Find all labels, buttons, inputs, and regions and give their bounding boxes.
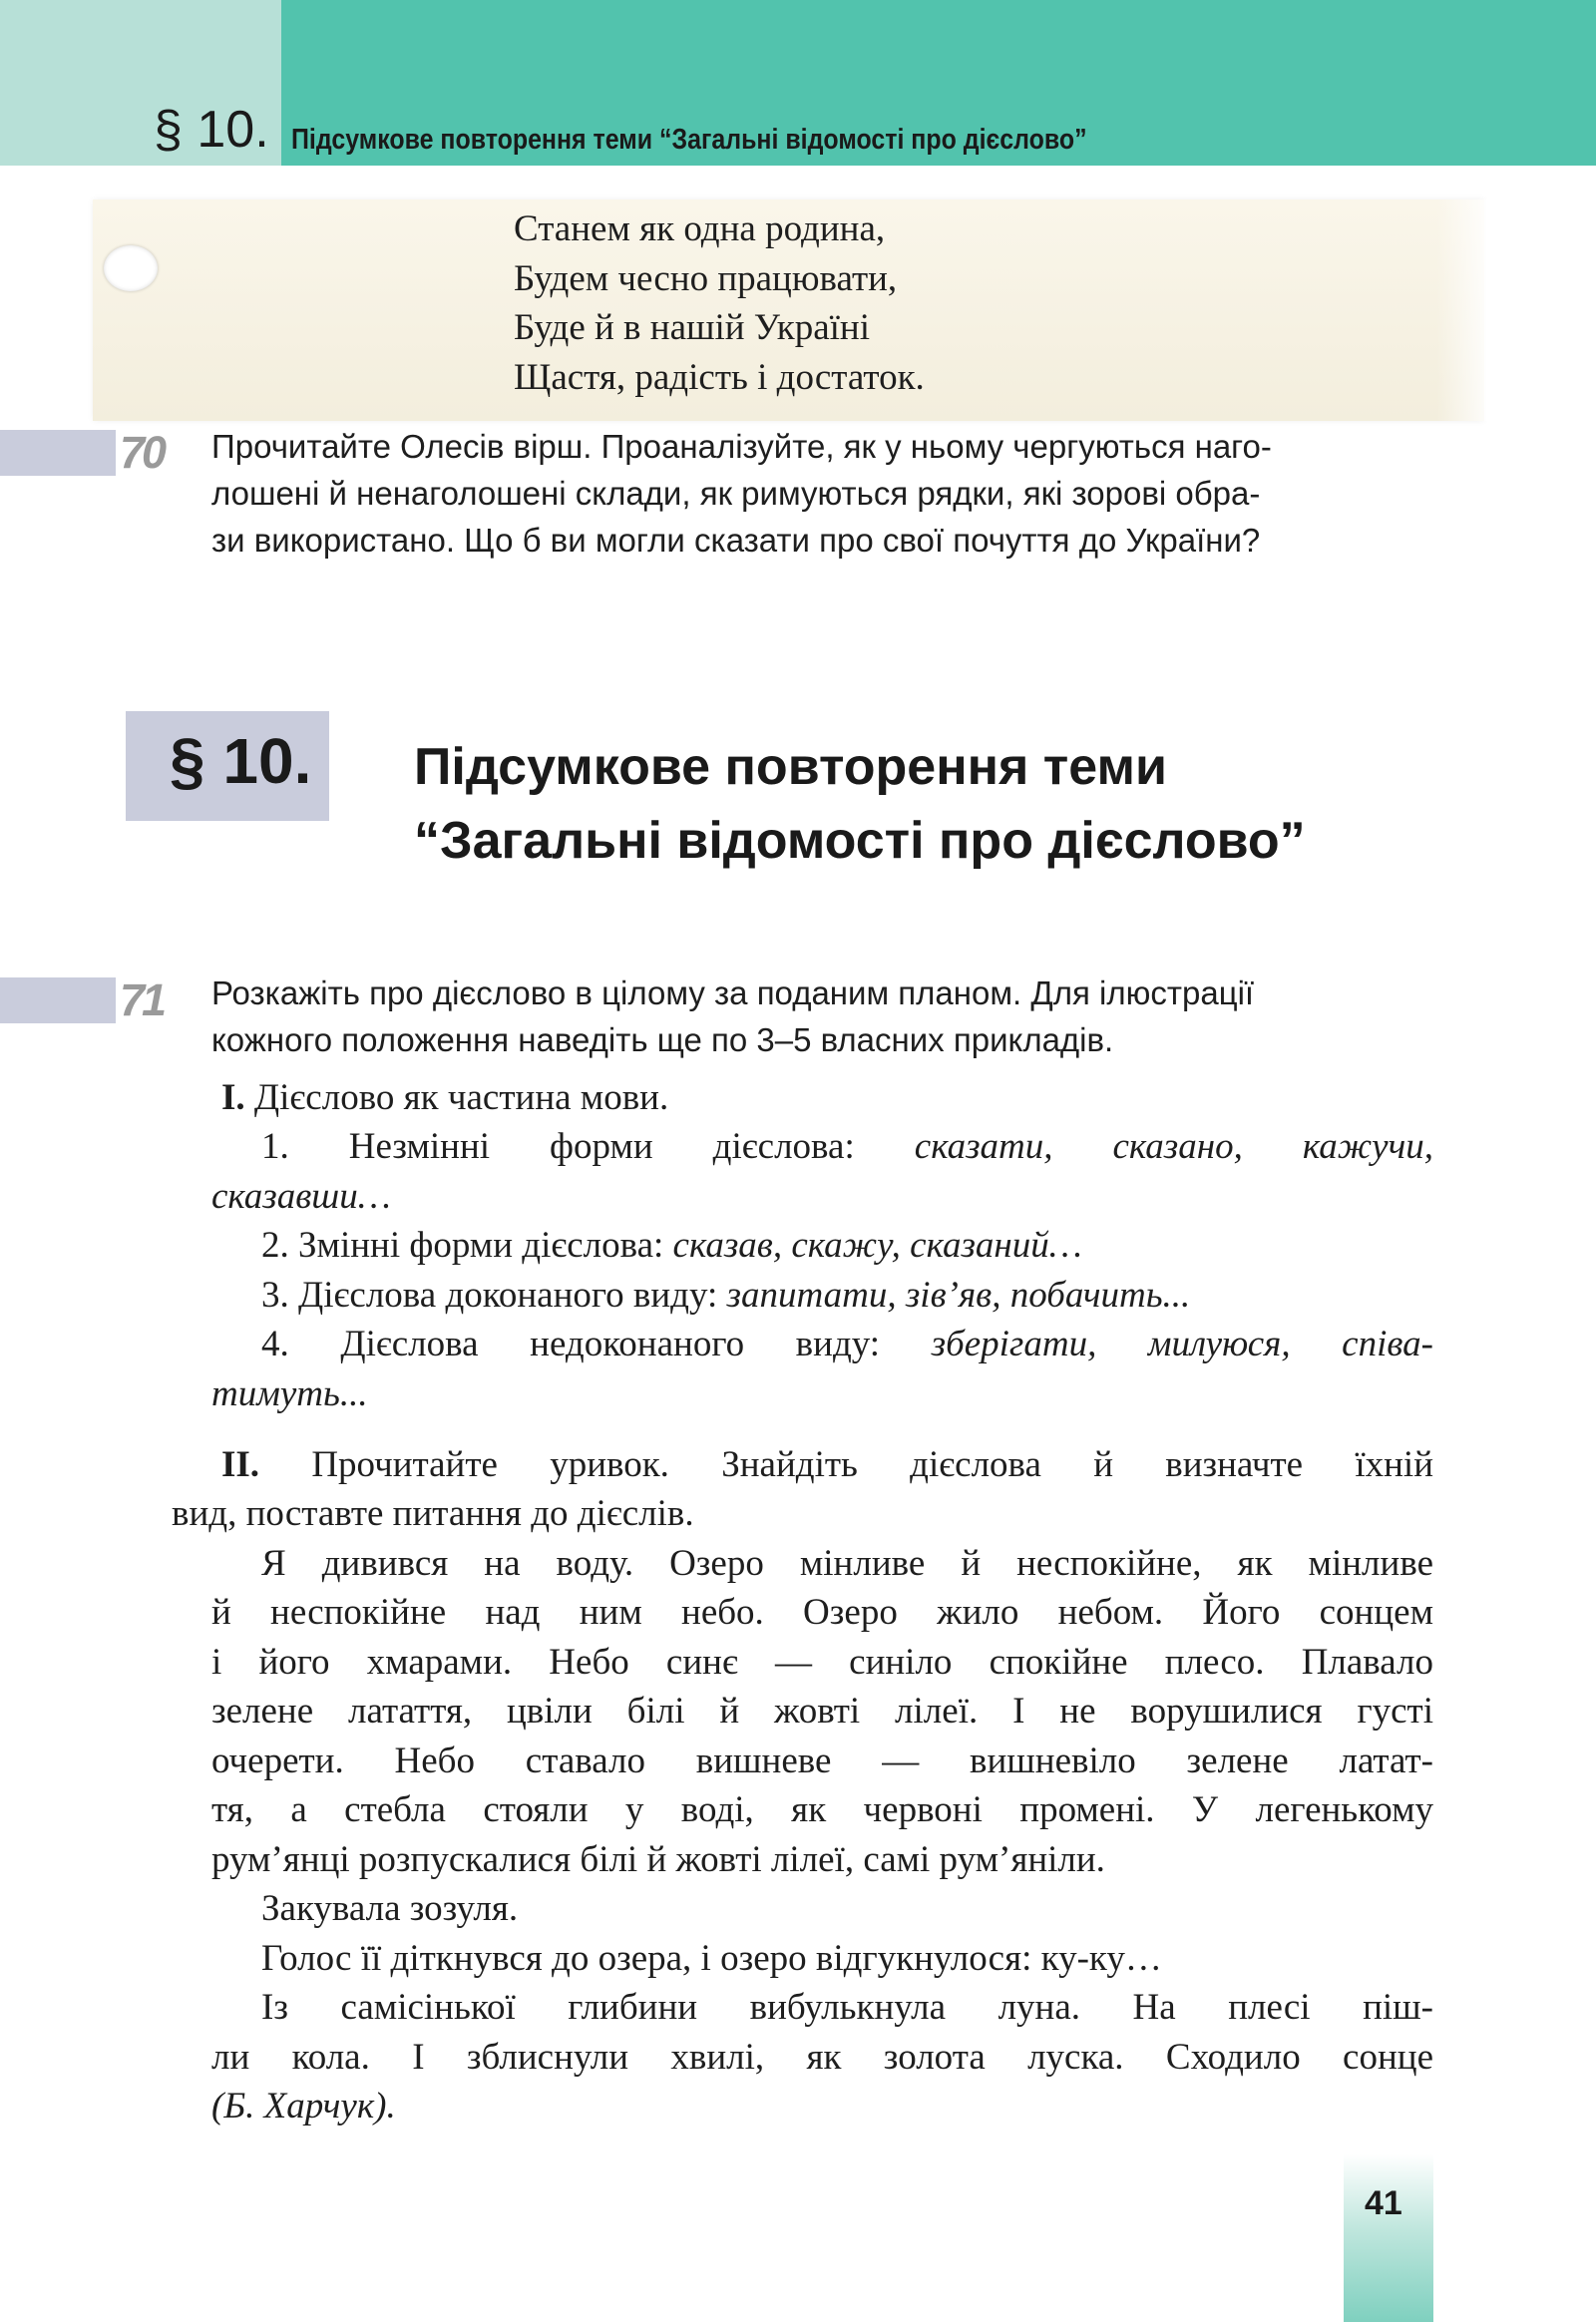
- exercise-71-line: Розкажіть про дієслово в цілому за поданим планом. Для ілюстрації: [211, 974, 1255, 1011]
- exercise-71-text: [211, 969, 1433, 1063]
- plan-item-3-examples: запитати, зів’яв, побачить...: [726, 1275, 1191, 1316]
- part-2-roman: ІІ.: [221, 1444, 260, 1485]
- excerpt-line: зелене латаття, цвіли білі й жовті лілеї. І не ворушилися густі: [211, 1691, 1433, 1732]
- plan-item-4-examples-cont: тимуть...: [211, 1373, 368, 1414]
- excerpt-author-name: (Б. Харчук).: [211, 2086, 396, 2127]
- exercise-70-text: [211, 423, 1433, 564]
- plan-item-1-label: 1. Незмінні форми дієслова:: [261, 1126, 855, 1167]
- plan-item-1-examples: сказати, сказано, кажучи,: [914, 1126, 1433, 1167]
- plan-item-2-label: 2. Змінні форми дієслова:: [261, 1225, 664, 1266]
- plan-item-2: [261, 1221, 1082, 1271]
- excerpt-line: Закувала зозуля.: [261, 1888, 519, 1929]
- part-2-task-text: Прочитайте уривок. Знайдіть дієслова й визначте їхній: [311, 1444, 1433, 1485]
- plan-item-4-examples: зберігати, милуюся, співа-: [931, 1324, 1434, 1364]
- plan-item-1-examples-cont: сказавши…: [211, 1176, 391, 1217]
- part-2-task: [172, 1440, 1433, 1490]
- page-number-tab: [1344, 2154, 1433, 2322]
- header-running-title: Підсумкове повторення теми “Загальні відомості про дієслово”: [291, 124, 1087, 156]
- section-title: [414, 730, 1306, 878]
- excerpt-line: рум’янці розпускалися білі й жовті лілеї, самі рум’яніли.: [211, 1839, 1105, 1880]
- section-title-line: “Загальні відомості про дієслово”: [414, 812, 1306, 870]
- plan-item-1-continued: [211, 1172, 391, 1222]
- section-title-line: Підсумкове повторення теми: [414, 738, 1167, 796]
- plan-part-1-text: Дієслово як частина мови.: [253, 1077, 669, 1118]
- header-paragraph-number: § 10.: [154, 101, 269, 159]
- poem-panel-fade: [1436, 199, 1496, 421]
- excerpt-line: Голос її діткнувся до озера, і озеро відгукнулося: ку-ку…: [261, 1938, 1162, 1979]
- poem-line: Буде й в нашій Україні: [514, 307, 871, 348]
- page-number: 41: [1365, 2184, 1402, 2222]
- plan-item-3: [261, 1271, 1190, 1321]
- part-2-task-continued: вид, поставте питання до дієслів.: [172, 1493, 694, 1534]
- poem-line: Щастя, радість і достаток.: [514, 356, 925, 398]
- excerpt-line: ли кола. І зблиснули хвилі, як золота луска. Сходило сонце: [211, 2037, 1433, 2078]
- poem-line: Будем чесно працювати,: [514, 257, 898, 299]
- exercise-70-tab: [0, 430, 116, 476]
- plan-part-1: [221, 1073, 668, 1123]
- binder-ring-icon: [104, 245, 158, 291]
- excerpt-author: [211, 2082, 396, 2131]
- excerpt-line: Із самісінької глибини вибулькнула луна. На плесі піш-: [261, 1987, 1433, 2028]
- exercise-70-line: Прочитайте Олесів вірш. Проаналізуйте, як у ньому чергуються наго-: [211, 428, 1272, 465]
- exercise-71-tab: [0, 977, 116, 1023]
- excerpt-line: тя, а стебла стояли у воді, як червоні промені. У легенькому: [211, 1789, 1433, 1830]
- exercise-70-number: 70: [120, 427, 165, 478]
- excerpt-line: очерети. Небо ставало вишневе — вишневіло зелене латат-: [211, 1741, 1433, 1781]
- plan-item-2-examples: сказав, скажу, сказаний…: [672, 1225, 1082, 1266]
- exercise-70-line: зи використано. Що б ви могли сказати про свої почуття до України?: [211, 522, 1261, 559]
- plan-part-1-roman: І.: [221, 1077, 245, 1118]
- excerpt-line: й неспокійне над ним небо. Озеро жило небом. Його сонцем: [211, 1592, 1433, 1633]
- poem-line: Станем як одна родина,: [514, 208, 886, 249]
- section-number: § 10.: [170, 725, 312, 797]
- exercise-71-number: 71: [120, 974, 165, 1025]
- plan-item-4-continued: [211, 1369, 368, 1419]
- excerpt-line: Я дивився на воду. Озеро мінливе й неспокійне, як мінливе: [261, 1543, 1433, 1584]
- plan-item-3-label: 3. Дієслова доконаного виду:: [261, 1275, 718, 1316]
- plan-item-4-label: 4. Дієслова недоконаного виду:: [261, 1324, 881, 1364]
- exercise-70-line: лошені й ненаголошені склади, як римуються рядки, які зорові обра-: [211, 475, 1261, 512]
- plan-item-4: [211, 1320, 1433, 1369]
- excerpt-line: і його хмарами. Небо синє — синіло спокійне плесо. Плавало: [211, 1642, 1433, 1683]
- plan-item-1: [211, 1122, 1433, 1172]
- exercise-71-line: кожного положення наведіть ще по 3–5 власних прикладів.: [211, 1021, 1114, 1058]
- poem: [514, 204, 925, 402]
